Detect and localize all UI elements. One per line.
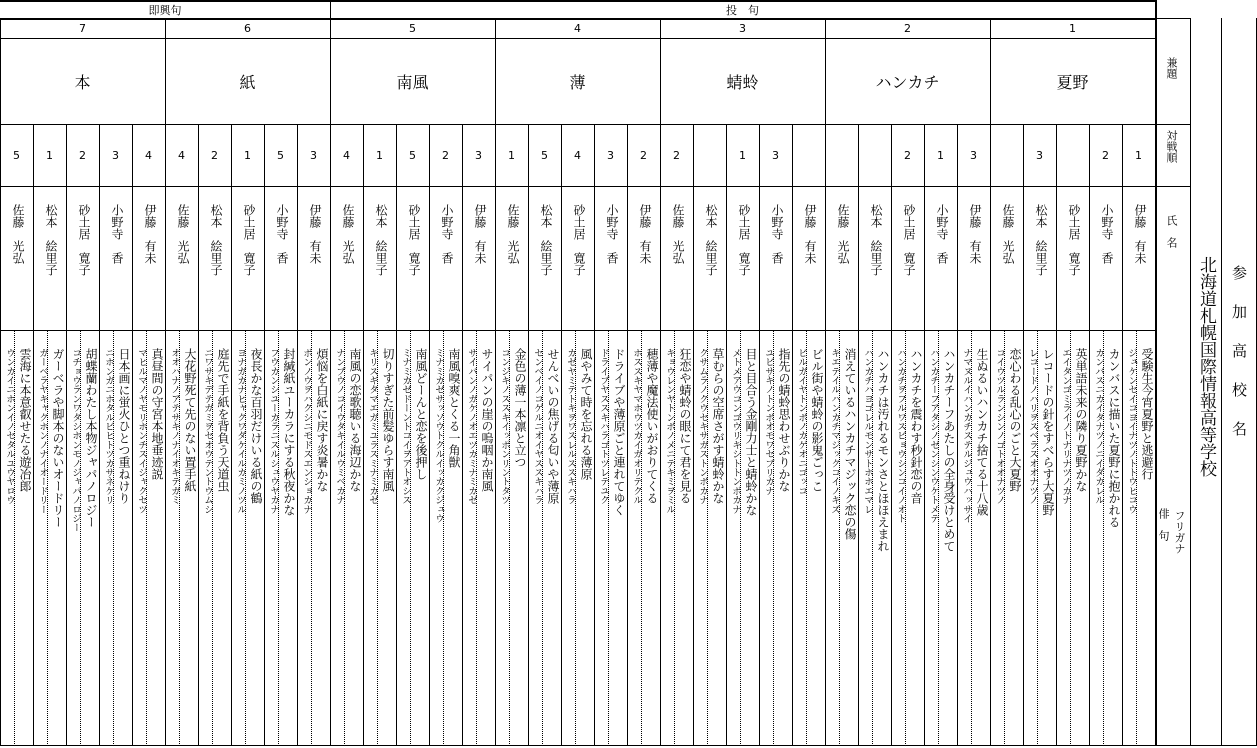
furigana-text: ハンカチハヨゴレルモンサトホホエマレ [862, 348, 873, 514]
author-name: 松本 絵里子 [869, 204, 883, 276]
haiku-text: 指先の蜻蛉思わせぶりかな [777, 348, 791, 492]
grid-line-v [858, 124, 859, 746]
haiku-text: 大花野死て先のない置手紙 [183, 348, 197, 492]
author-name: 砂土居 寛子 [572, 204, 586, 276]
grid-line-v [792, 124, 793, 746]
haiku-text: 恋心わる乱心のごと大夏野 [1008, 348, 1022, 492]
author-name: 佐藤 光弘 [506, 204, 520, 264]
order-number: 4 [145, 148, 152, 162]
furigana-text: コンジキノススキイッポンリントタツ [499, 348, 510, 505]
author-name: 小野寺 香 [440, 204, 454, 264]
order-number [693, 124, 726, 186]
order-number: 2 [79, 148, 86, 162]
grid-line-v [561, 124, 562, 746]
order-number: 1 [376, 148, 383, 162]
furigana-text: コイウツルランシンノゴトオオナツノ [994, 348, 1005, 505]
grid-line-v [693, 124, 694, 746]
theme-word: ハンカチ [875, 72, 940, 92]
toku-label: 投 句 [726, 3, 759, 17]
grid-line-v [1089, 124, 1090, 746]
column-number: 3 [739, 22, 746, 35]
order-number: 3 [607, 148, 614, 162]
order-number: 4 [178, 148, 185, 162]
author-name: 小野寺 香 [770, 204, 784, 264]
author-name: 佐藤 光弘 [1001, 204, 1015, 264]
grid-line-v [1023, 124, 1024, 746]
haiku-text: 目と目合う金剛力士と蜻蛉かな [744, 348, 758, 516]
order-number: 5 [541, 148, 548, 162]
haiku-text: 消えているハンカチマジック恋の傷 [843, 348, 857, 540]
haiku-text: 日本画に蛍火ひとつ重ねけり [117, 348, 131, 504]
order-number: 3 [1036, 148, 1043, 162]
grid-line-v [528, 124, 529, 746]
author-name: 松本 絵里子 [44, 204, 58, 276]
theme-word: 本 [74, 72, 91, 92]
grid-line-v [1190, 18, 1191, 746]
furigana-text: ナンプウノコイウタキイルウミベカナ [334, 348, 345, 505]
furigana-text: ヨナガカナヒャクワダケイルカミノツル [235, 348, 246, 514]
author-name: 砂土居 寛子 [902, 204, 916, 276]
order-number: 2 [211, 148, 218, 162]
order-number [858, 124, 891, 186]
order-number [792, 124, 825, 186]
order-number: 5 [13, 148, 20, 162]
haiku-text: 南風どーんと恋を後押し [414, 348, 428, 480]
haiku-text: 生ぬるいハンカチ捨てる十八歳 [975, 348, 989, 516]
author-name: 伊藤 有未 [473, 204, 487, 264]
author-name: 伊藤 有未 [143, 204, 157, 264]
furigana-text: ハンカチヲフルワスビョウシンコイノオト [895, 348, 906, 523]
furigana-text: ウンカイニホンイノセタルユウヤロウ [4, 348, 15, 505]
author-name: 松本 絵里子 [209, 204, 223, 276]
furigana-text: ミナミカゼドーントコイヲアトオシス [400, 348, 411, 505]
furigana-text: マヒルマノヤモリホンチスイジャクセツ [136, 348, 147, 514]
order-number: 4 [574, 148, 581, 162]
haiku-text: 草むらの空席さがす蜻蛉かな [711, 348, 725, 504]
haiku-text: ドライブや薄原ごと連れてゆく [612, 348, 626, 516]
haiku-text: 切りすぎた前髪ゆらす南風 [381, 348, 395, 492]
furigana-text: メトメアウコンゴウリキシトトンボカナ [730, 348, 741, 514]
column-number: 6 [244, 22, 251, 35]
furigana-label: フリガナ [1173, 510, 1186, 554]
order-number: 3 [970, 148, 977, 162]
author-name: 伊藤 有未 [968, 204, 982, 264]
grid-line-v [462, 124, 463, 746]
furigana-text: コチョウランワタシホンモノジャパノロジー [70, 348, 81, 533]
grid-line-v [297, 124, 298, 746]
order-number: 1 [508, 148, 515, 162]
furigana-text: カゼヤミテトキヲワスレルススキハラ [565, 348, 576, 505]
order-number: 1 [46, 148, 53, 162]
taisenjun-label: 対戦順 [1165, 130, 1178, 163]
author-name: 伊藤 有未 [638, 204, 652, 264]
author-name: 松本 絵里子 [539, 204, 553, 276]
haiku-text: 胡蝶蘭わたし本物ジャパノロジー [84, 348, 98, 528]
haiku-text: 金色の薄一本凛と立つ [513, 348, 527, 468]
author-name: 佐藤 光弘 [836, 204, 850, 264]
furigana-text: ビルガイヤトンボノカゲオニゴッコ [796, 348, 807, 496]
grid-line-v [627, 124, 628, 746]
furigana-text: サイパンノガケノオエツカミナミカゼ [466, 348, 477, 505]
order-number: 4 [343, 148, 350, 162]
grid-line-v [198, 124, 199, 746]
haiku-text: ビル街や蜻蛉の影鬼ごっこ [810, 348, 824, 492]
furigana-text: ドライブヤススキハラゴトツレテユク [598, 348, 609, 505]
sanka-label: 参加高校名 [1230, 265, 1248, 460]
grid-line-v [396, 124, 397, 746]
furigana-text: フウカンシユーカラニスルシュウヤカナ [268, 348, 279, 514]
haiku-text: 煩悩を白紙に戻す炎暑かな [315, 348, 329, 492]
grid-line-v [363, 124, 364, 746]
grid-line-v [759, 124, 760, 746]
haiku-text: ハンカチを震わす秒針恋の音 [909, 348, 923, 504]
furigana-text: キョウレンヤトンボノメニテキミヲミル [664, 348, 675, 514]
author-name: 松本 絵里子 [1034, 204, 1048, 276]
author-name: 砂土居 寛子 [77, 204, 91, 276]
grid-line-v [1056, 124, 1057, 746]
author-name: 小野寺 香 [1100, 204, 1114, 264]
order-number: 2 [904, 148, 911, 162]
furigana-text: ニワサキデテガミヲセオウテントウムシ [202, 348, 213, 514]
order-number: 1 [244, 148, 251, 162]
haiku-text: 受験生今宵夏野と逃避行 [1140, 348, 1154, 480]
order-number: 2 [1102, 148, 1109, 162]
grid-line-v [1221, 18, 1222, 746]
author-name: 松本 絵里子 [704, 204, 718, 276]
furigana-text: エイタンゴミライノトナリナツノカナ [1060, 348, 1071, 505]
furigana-text: カンバスニカイタナツノニイダカレル [1093, 348, 1104, 505]
author-name: 松本 絵里子 [374, 204, 388, 276]
author-name: 砂土居 寛子 [737, 204, 751, 276]
furigana-text: オオハナノアテサキノナイオキテガミ [169, 348, 180, 505]
order-number: 2 [673, 148, 680, 162]
sokkyo-label: 即興句 [148, 3, 182, 17]
haiku-text: 英単語未来の隣り夏野かな [1074, 348, 1088, 492]
grid-line-h [1155, 186, 1190, 187]
furigana-text: センベイノコゲルニオイヤススキハラ [532, 348, 543, 505]
author-name: 伊藤 有未 [1133, 204, 1147, 264]
author-name: 砂土居 寛子 [407, 204, 421, 276]
order-number: 1 [739, 148, 746, 162]
order-number: 2 [442, 148, 449, 162]
furigana-text: ハンカチーフアタシノゼンシンウケトメテ [928, 348, 939, 523]
theme-word: 南風 [396, 72, 429, 92]
order-number [990, 124, 1023, 186]
furigana-text: ボンノウヲハクシニモドスエンショカナ [301, 348, 312, 514]
grid-line-h [0, 330, 1155, 331]
grid-line-v [924, 124, 925, 746]
haiku-text: 雲海に本意叡せたる遊冶郎 [18, 348, 32, 492]
column-number: 2 [904, 22, 911, 35]
order-number: 5 [409, 148, 416, 162]
haiku-text: 庭先で手紙を背負う天道虫 [216, 348, 230, 492]
order-number: 3 [112, 148, 119, 162]
furigana-text: ミナミカゼサッソウトクルイッカクジュウ [433, 348, 444, 523]
haiku-text: 南風嗅爽とくる一角獣 [447, 348, 461, 468]
author-name: 伊藤 有未 [803, 204, 817, 264]
theme-word: 紙 [239, 72, 256, 92]
column-number: 5 [409, 22, 416, 35]
furigana-text: ガーベラヤキャクホンノナイオードリー [37, 348, 48, 514]
haiku-text: サイパンの崖の嗚咽か南風 [480, 348, 494, 492]
order-number: 2 [640, 148, 647, 162]
author-name: 砂土居 寛子 [242, 204, 256, 276]
author-name: 小野寺 香 [275, 204, 289, 264]
grid-line-v [726, 124, 727, 746]
haiku-text: 南風の恋歌聴いる海辺かな [348, 348, 362, 492]
grid-line-v [891, 124, 892, 746]
kendai-label: 兼題 [1165, 57, 1178, 79]
haiku-text: 狂恋や蜻蛉の眼にて君を見る [678, 348, 692, 504]
column-number: 7 [79, 22, 86, 35]
column-number: 1 [1069, 22, 1076, 35]
order-number: 3 [772, 148, 779, 162]
grid-line-v [429, 124, 430, 746]
furigana-text: キエテイルハンカチマジックコイノキズ [829, 348, 840, 514]
grid-line-v [99, 124, 100, 746]
order-number: 5 [277, 148, 284, 162]
order-number [825, 124, 858, 186]
order-number [1056, 124, 1089, 186]
grid-line-v [1155, 0, 1157, 746]
order-number: 1 [1135, 148, 1142, 162]
author-name: 砂土居 寛子 [1067, 204, 1081, 276]
grid-line-v [66, 124, 67, 746]
haiku-text: ガーベラや脚本のないオードリー [51, 348, 65, 528]
shimei-label: 氏 名 [1165, 215, 1178, 248]
grid-line-v [264, 124, 265, 746]
haiku-text: ハンカチーフあたしの全身受けとめて [942, 348, 956, 552]
grid-line-h [0, 186, 1155, 187]
theme-word: 夏野 [1056, 72, 1089, 92]
haiku-text: 穂薄や魔法使いがおりてくる [645, 348, 659, 504]
theme-word: 蜻蛉 [726, 72, 759, 92]
haiku-text: レコードの針をすべらす大夏野 [1041, 348, 1055, 516]
haiku-label: 俳 句 [1157, 508, 1170, 541]
author-name: 佐藤 光弘 [11, 204, 25, 264]
grid-line-v [1122, 124, 1123, 746]
order-number: 3 [475, 148, 482, 162]
furigana-text: ホススキヤマホウツカイガオリテクル [631, 348, 642, 505]
furigana-text: クサムラノクウセキサガストンボカナ [697, 348, 708, 505]
haiku-text: 封緘紙ユーカラにする秋夜かな [282, 348, 296, 516]
author-name: 佐藤 光弘 [176, 204, 190, 264]
author-name: 小野寺 香 [110, 204, 124, 264]
grid-line-v [594, 124, 595, 746]
theme-word: 薄 [569, 72, 586, 92]
grid-line-v [132, 124, 133, 746]
haiku-text: ハンカチは汚れるモンさとほほえまれ [876, 348, 890, 552]
school-name: 北海道札幌国際情報高等学校 [1196, 256, 1216, 477]
author-name: 佐藤 光弘 [341, 204, 355, 264]
order-number: 3 [310, 148, 317, 162]
author-name: 小野寺 香 [605, 204, 619, 264]
furigana-text: ニホンガニホタルビヒトツカサネケリ [103, 348, 114, 505]
grid-line-h [1155, 124, 1190, 125]
author-name: 佐藤 光弘 [671, 204, 685, 264]
furigana-text: ナマヌルイハンカチステルジュウハッサイ [961, 348, 972, 523]
order-number: 1 [937, 148, 944, 162]
haiku-text: 夜長かな百羽だけいる紙の鶴 [249, 348, 263, 504]
grid-line-v [957, 124, 958, 746]
haiku-text: せんべいの焦げる匂いや薄原 [546, 348, 560, 504]
haiku-text: 真昼間の守宮本地垂迹説 [150, 348, 164, 480]
haiku-text: 風やみて時を忘れる薄原 [579, 348, 593, 480]
grid-line-v [231, 124, 232, 746]
haiku-text: カンバスに描いた夏野に抱かれる [1107, 348, 1121, 528]
author-name: 小野寺 香 [935, 204, 949, 264]
furigana-text: レコードノハリヲスベラスオオナツノ [1027, 348, 1038, 505]
furigana-text: ユビサキノトンボオモワセブリカナ [763, 348, 774, 496]
furigana-text: ジュケンセイコヨイナツノトトウヒコウ [1126, 348, 1137, 514]
furigana-text: キリスギタマエガミユラスミナミカゼ [367, 348, 378, 505]
author-name: 伊藤 有未 [308, 204, 322, 264]
column-number: 4 [574, 22, 581, 35]
grid-line-v [33, 124, 34, 746]
